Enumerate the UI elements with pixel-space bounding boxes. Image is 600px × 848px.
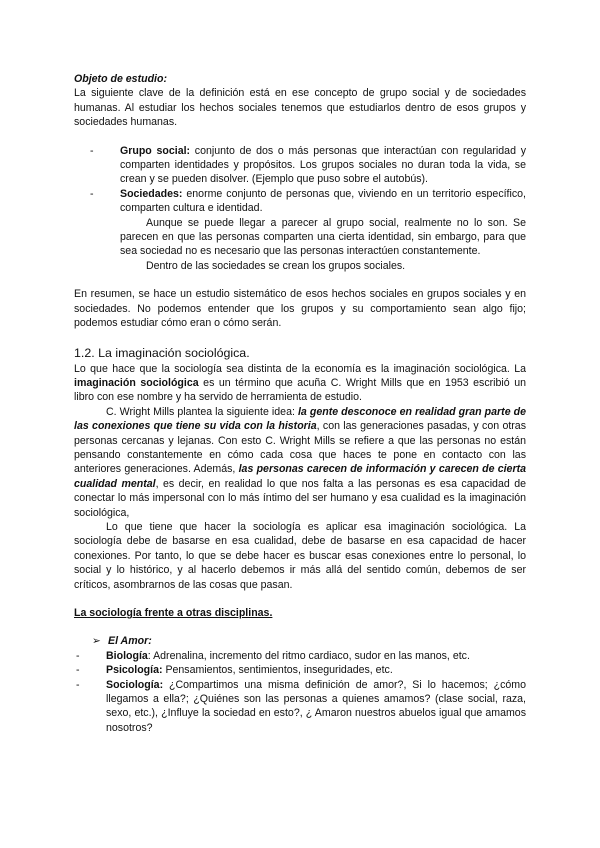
dash-bullet-icon: - bbox=[76, 664, 80, 677]
section-title-imaginacion: 1.2. La imaginación sociológica. bbox=[74, 345, 250, 360]
aunque-paragraph: Aunque se puede llegar a parecer al grupo social, realmente no lo son. Se parecen en que las personas comparten una cierta identidad, sin embargo, para que sea sociedad no es necesario que las personas interactúen constantemente. bbox=[120, 216, 526, 258]
sociedades-explanation bbox=[74, 216, 526, 274]
dash-bullet-icon: - bbox=[90, 187, 94, 200]
term-grupo-social: Grupo social: bbox=[120, 144, 191, 157]
dash-bullet-icon: - bbox=[76, 678, 80, 691]
definition-text: conjunto de dos o más personas que interactúan con regularidad y comparten identidades y propósitos. Los grupos sociales no duran toda la vida, se crean y se pueden disolver. (Ejemplo que puso sobre el autobús). bbox=[120, 144, 526, 186]
dentro-paragraph: Dentro de las sociedades se crean los grupos sociales. bbox=[146, 259, 406, 272]
section-title-frente: La sociología frente a otras disciplinas. bbox=[74, 607, 273, 619]
imaginacion-paragraph-3: Lo que tiene que hacer la sociología es aplicar esa imaginación sociológica. La sociología debe de basarse en esa cualidad, debe de basarse en esa capacidad de hacer conexiones. Por tanto, lo que se debe hacer es buscar esas conexiones entre lo personal, lo social y lo histórico, y al hacerlo debemos ir más allá del sentido común, debemos de ser críticos, asombrarnos de las cosas que pasan. bbox=[74, 520, 526, 591]
amor-label: El Amor: bbox=[108, 635, 152, 648]
list-item: - Psicología: Pensamientos, sentimientos, inseguridades, etc. bbox=[76, 664, 393, 677]
definitions-list bbox=[74, 144, 526, 216]
disciplines-list bbox=[74, 649, 526, 735]
list-item bbox=[90, 187, 526, 216]
arrow-bullet-icon: ➢ bbox=[92, 635, 101, 648]
definition-text: enorme conjunto de personas que, viviendo en un territorio específico, comparten cultura e identidad. bbox=[120, 187, 526, 215]
list-item bbox=[90, 144, 526, 187]
list-item: - Biología: Adrenalina, incremento del ritmo cardiaco, sudor en las manos, etc. bbox=[76, 649, 470, 662]
term-sociedades: Sociedades: bbox=[120, 187, 183, 200]
resumen-paragraph: En resumen, se hace un estudio sistemático de esos hechos sociales en grupos sociales y en sociedades. No podemos entender que los grupos y su comportamiento sean algo fijo; podemos estudiar cómo eran o cómo serán. bbox=[74, 288, 526, 330]
document-content bbox=[74, 72, 526, 735]
objeto-paragraph: La siguiente clave de la definición está en ese concepto de grupo social y de sociedades humanas. Al estudiar los hechos sociales tenemos que estudiarlos dentro de esos grupos y sociedades humanas. bbox=[74, 87, 526, 129]
objeto-heading: Objeto de estudio: bbox=[74, 73, 167, 85]
list-item: - Sociología: ¿Compartimos una misma definición de amor?, Si lo hacemos; ¿cómo llegamos a ella?; ¿Quiénes son las personas a quienes amamos? (clase social, raza, sexo, etc.), ¿Influye la sociedad en esto?, ¿ Amaron nuestros abuelos igual que amamos nosotros? bbox=[76, 678, 526, 734]
dash-bullet-icon: - bbox=[90, 144, 94, 157]
amor-item bbox=[74, 634, 526, 648]
imaginacion-paragraph-1: Lo que hace que la sociología sea distinta de la economía es la imaginación sociológica. La imaginación sociológica es un término que acuña C. Wright Mills que en 1953 escribió un libro con ese nombre y ha servido de herramienta de estudio. bbox=[74, 362, 526, 404]
imaginacion-paragraph-2: C. Wright Mills plantea la siguiente idea: la gente desconoce en realidad gran parte de las conexiones que tiene su vida con la historia, con las generaciones pasadas, y con otras personas cercanas y lejanas. Con esto C. Wright Mills se refiere a que las personas no están pensando constantemente en cómo cada cosa que haces te pone en contacto con las anteriores generaciones. Además, las personas carecen de información y carecen de cierta cualidad mental, es decir, en realidad lo que nos falta a las personas es esa capacidad de conectar lo más impersonal con lo más íntimo del ser humano y esa cualidad es la imaginación sociológica, bbox=[74, 405, 526, 519]
dash-bullet-icon: - bbox=[76, 649, 80, 662]
